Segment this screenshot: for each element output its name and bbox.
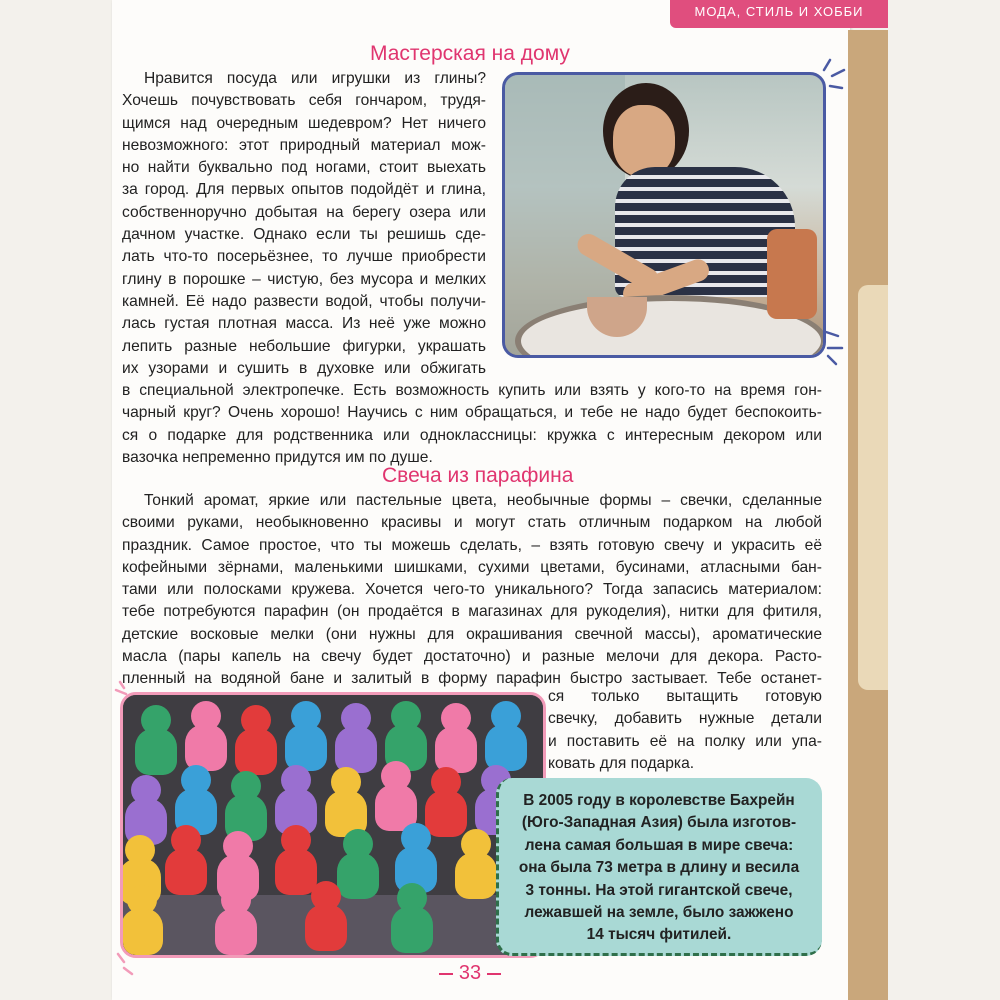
text-line: масла (пары капель на свечу будет достаточно) и разные мелочи для декора. Расто- [122, 648, 822, 666]
photo-girl-pottery [502, 72, 826, 358]
text-line: вазочка непременно придутся им по душе. [122, 449, 433, 467]
photo-colorful-candles [120, 692, 546, 958]
text-line: Хочешь почувствовать себя гончаром, трудя- [122, 92, 486, 110]
candle-text-full-width [122, 490, 822, 691]
workshop-text-full-width [122, 380, 822, 469]
fact-line: В 2005 году в королевстве Бахрейн [523, 792, 795, 809]
decorative-dashes-icon [820, 56, 850, 96]
candle-text-beside-photo [548, 686, 822, 775]
page-number-value: 33 [458, 962, 482, 984]
text-line: Тонкий аромат, яркие или пастельные цвета, необычные формы – свечки, сделанные [144, 492, 822, 509]
page-edge-notch [858, 285, 888, 690]
text-line: кофейными зёрнами, маленькими шишками, сухими цветами, бусинами, атласными бан- [122, 558, 822, 576]
text-line: их узорами и сушить в духовке или обжигать [122, 359, 486, 377]
text-line: в специальной электропечке. Есть возможность купить или взять у кого-то на время гон- [122, 382, 822, 400]
page-number-dash [487, 973, 501, 975]
section-title-paraffin-candle: Свеча из парафина [382, 464, 574, 487]
decorative-dashes-icon [820, 326, 850, 366]
text-line: детские восковые мелки (они нужны для окрашивания свечной массы), ароматические [122, 625, 822, 643]
fact-line: (Юго-Западная Азия) была изготов- [521, 814, 797, 832]
section-header-label: МОДА, СТИЛЬ И ХОББИ [694, 4, 864, 19]
text-line: лепить разные небольшие фигурки, украшать [122, 337, 486, 355]
fact-line: она была 73 метра в длину и весила [518, 859, 800, 877]
text-line: ся только вытащить готовую [548, 688, 822, 705]
text-line: собственноручно добытая на берегу озера или [122, 203, 486, 221]
text-line: за город. Для первых опытов подойдёт и глина, [122, 181, 486, 199]
fact-text [505, 790, 813, 947]
text-line: камней. Её надо развести водой, чтобы получи- [122, 292, 486, 310]
text-line: свечку, добавить нужные детали [548, 710, 822, 728]
text-line: ся о подарке для родственника или одноклассницы: кружка с интересным декором или [122, 426, 822, 444]
text-line: лась густая плотная масса. Из неё уже можно [122, 315, 486, 333]
text-line: тебе потребуются парафин (он продаётся в магазинах для рукоделия), нитки для фитиля, [122, 603, 822, 621]
fact-line: 14 тысяч фитилей. [586, 926, 732, 944]
page-number-dash [439, 973, 453, 975]
text-line: праздник. Самое простое, что ты можешь сделать, – взять готовую свечу и украсить её [122, 536, 822, 554]
text-line: щимся над очередным шедевром? Нет ничего [122, 114, 486, 132]
fact-line: лена самая большая в мире свеча: [524, 836, 794, 854]
fact-line: лежавшей на земле, было зажжено [524, 904, 794, 922]
section-title-workshop: Мастерская на дому [370, 42, 570, 65]
text-line: своими руками, необыкновенно красивы и могут стать отличным подарком на любой [122, 514, 822, 532]
text-line: невозможного: этот природный материал мож- [122, 136, 486, 154]
text-line: ковать для подарка. [548, 754, 695, 772]
text-line: и поставить её на полку или упа- [548, 732, 822, 750]
text-line: пленный на водяной бане и залитый в форму парафин быстро застывает. Тебе останет- [122, 670, 822, 688]
text-line: чарный круг? Очень хорошо! Научись с ним обращаться, и тебе не надо будет беспокоить- [122, 404, 822, 422]
text-line: тами или полосками кружева. Хочется чего-то уникального? Тогда запасись материалом: [122, 581, 822, 599]
workshop-text-beside-photo [122, 68, 486, 380]
fact-line: 3 тонны. На этой гигантской свече, [525, 881, 793, 899]
page-number [420, 962, 520, 985]
text-line: лать что-то посерьёзнее, то лучше приобрести [122, 248, 486, 266]
text-line: Нравится посуда или игрушки из глины? [144, 70, 486, 87]
text-line: глину в порошке – чистую, без мусора и мелких [122, 270, 486, 288]
text-line: но найти буквально под ногами, стоит выехать [122, 159, 486, 177]
text-line: дачном участке. Однако если ты решишь сде- [122, 226, 486, 244]
